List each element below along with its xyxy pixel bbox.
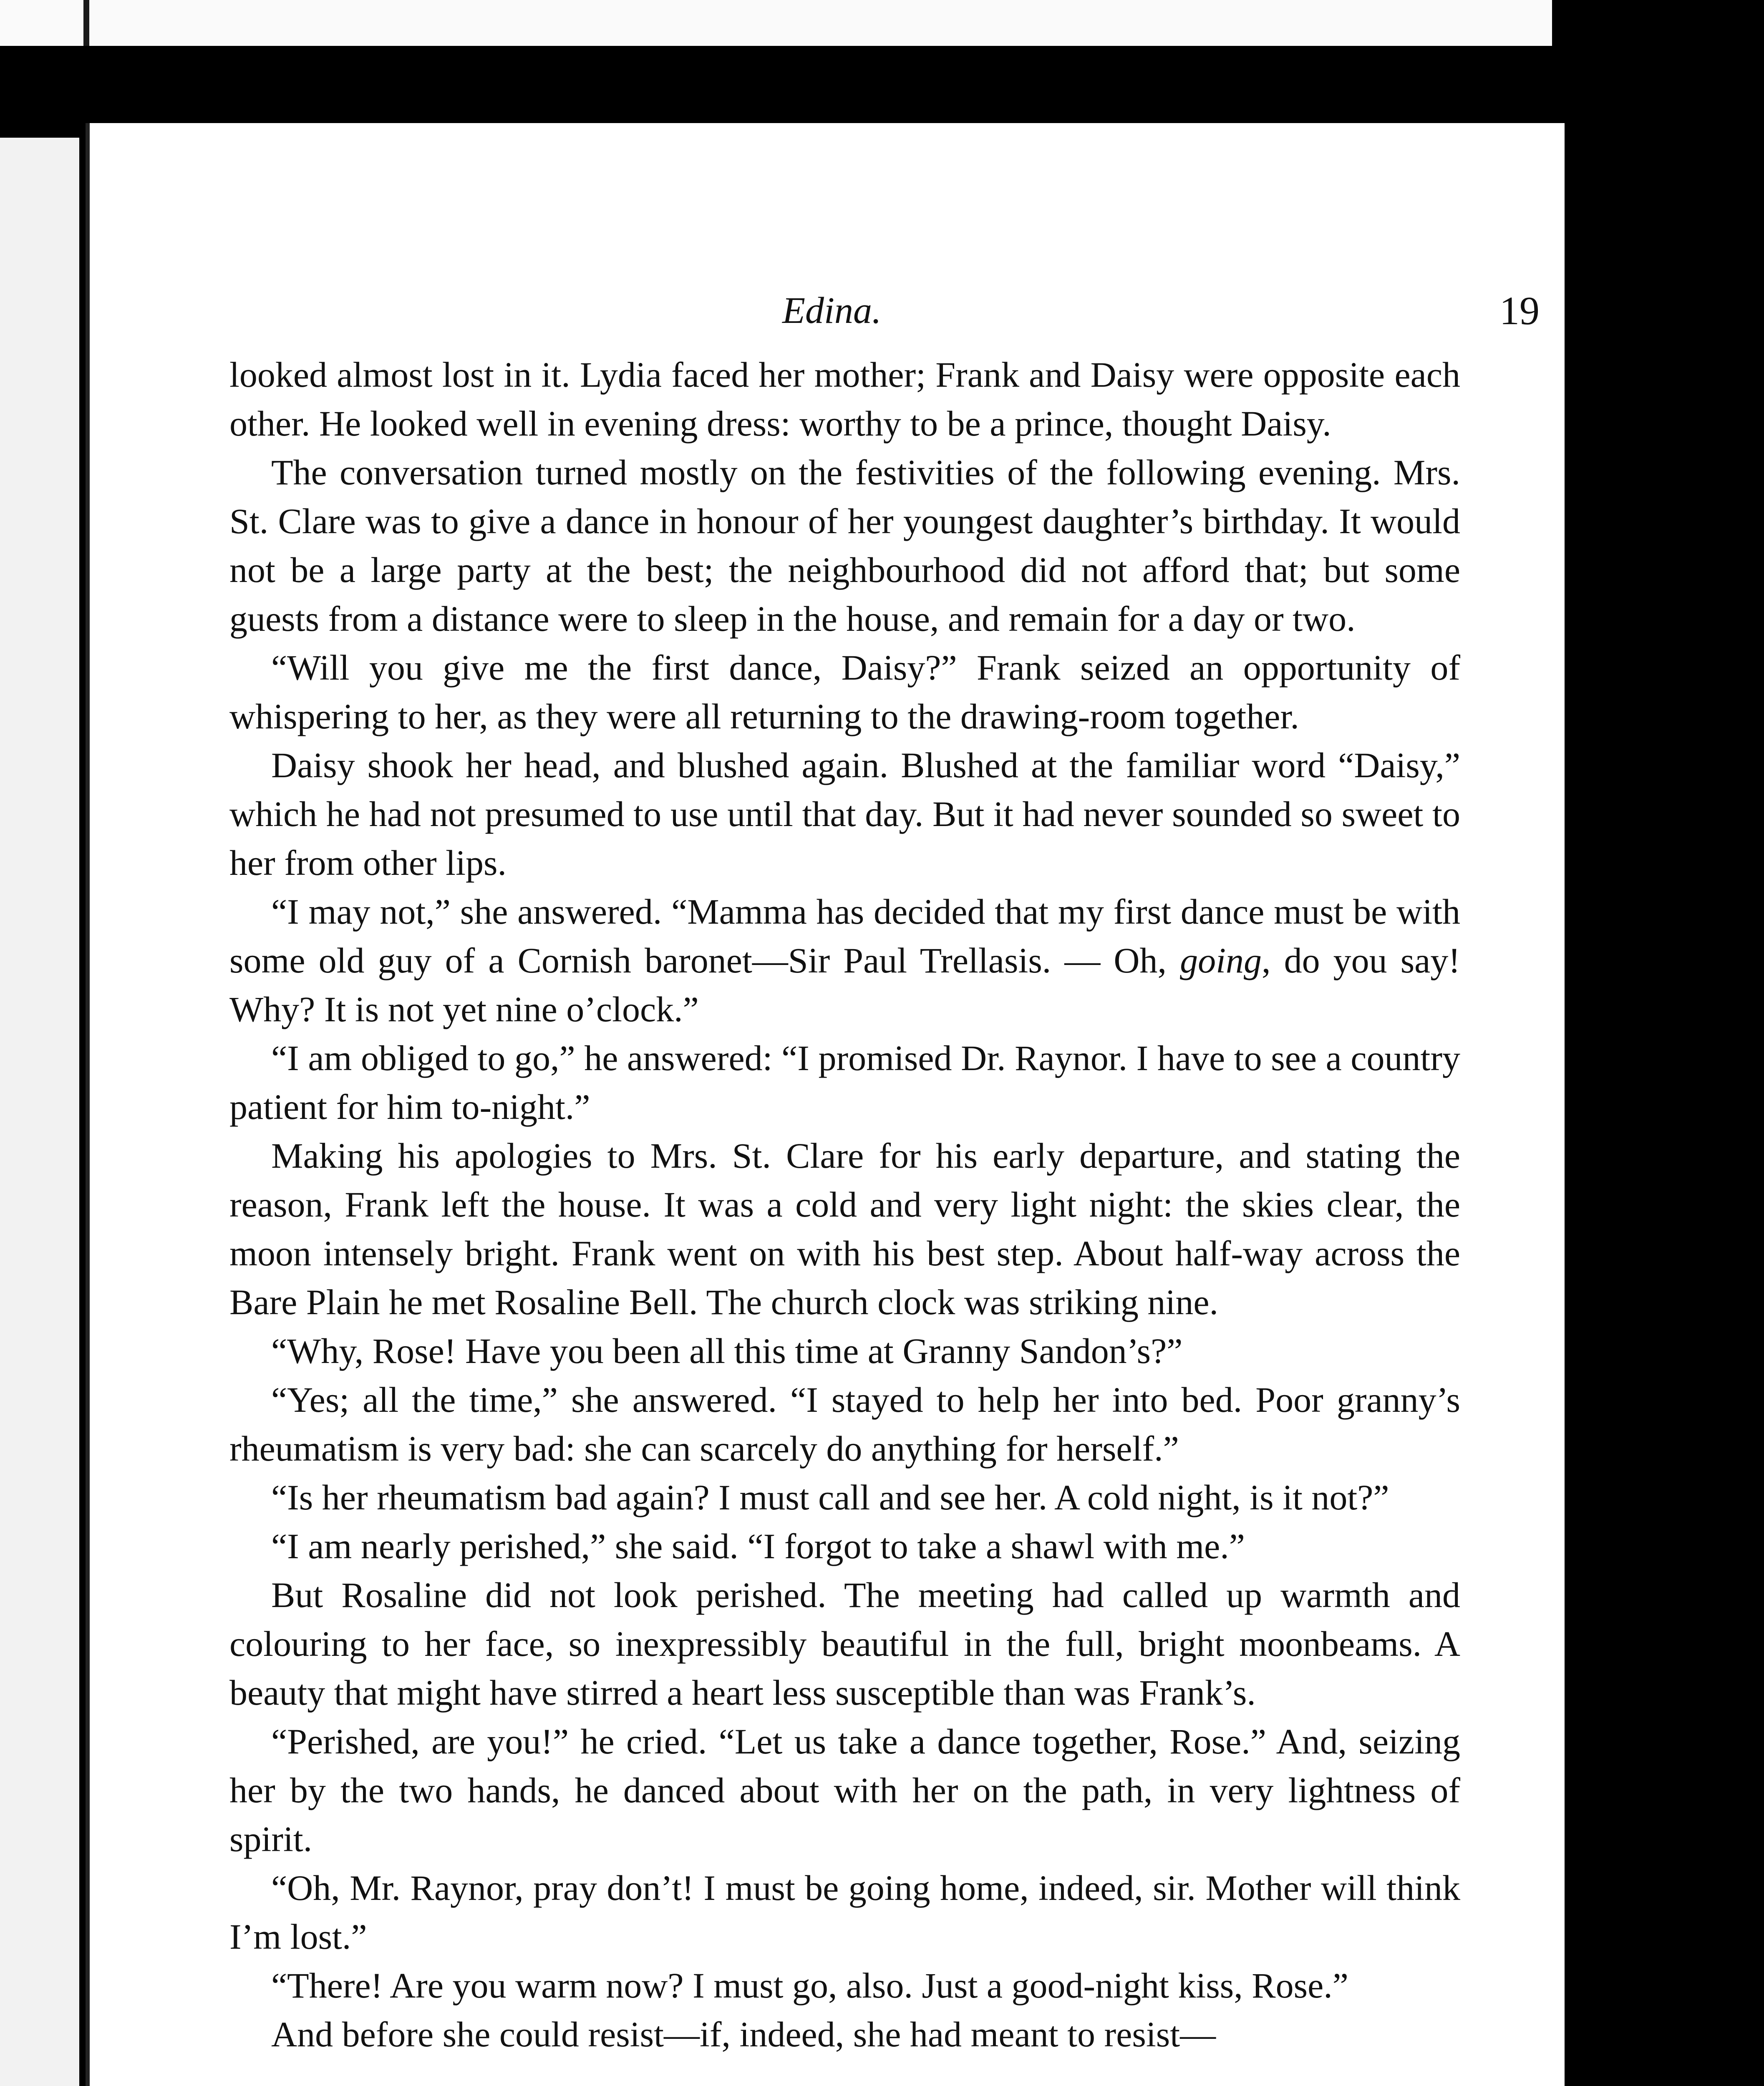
paragraph: “Will you give me the first dance, Daisy?” Frank seized an opportunity of whispering to her, as they were all returning to the drawing-room together. — [229, 647, 1460, 736]
page-number: 19 — [1499, 288, 1540, 333]
previous-page-edge — [0, 0, 1552, 46]
paragraph: And before she could resist—if, indeed, she had meant to resist— — [271, 2014, 1216, 2054]
paragraph: “There! Are you warm now? I must go, also. Just a good-night kiss, Rose.” — [271, 1965, 1348, 2005]
page-border-line — [83, 0, 89, 46]
paragraph: “I am obliged to go,” he answered: “I promised Dr. Raynor. I have to see a country patient for him to-night.” — [229, 1038, 1460, 1127]
paragraph: “Perished, are you!” he cried. “Let us take a dance together, Rose.” And, seizing her by the two hands, he danced about with her on the path, in very lightness of spirit. — [229, 1721, 1460, 1859]
paragraph: The conversation turned mostly on the festivities of the following evening. Mrs. St. Clare was to give a dance in honour of her youngest daughter’s birthday. It would not be a large party at the best; the neighbourhood did not afford that; but some guests from a distance were to sleep in the house, and remain for a day or two. — [229, 452, 1460, 639]
paragraph: “Is her rheumatism bad again? I must call and see her. A cold night, is it not?” — [271, 1477, 1389, 1517]
paragraph: “I am nearly perished,” she said. “I forgot to take a shawl with me.” — [271, 1526, 1245, 1566]
paragraph: “I may not,” she answered. “Mamma has decided that my first dance must be with some old guy of a Cornish baronet—Sir Paul Trellasis. — Oh, going, do you say! Why? It is not yet nine o’clock.” — [229, 892, 1460, 1029]
running-title: Edina. — [782, 290, 882, 331]
paragraph: looked almost lost in it. Lydia faced her mother; Frank and Daisy were opposite each other. He looked well in evening dress: worthy to be a prince, thought Daisy. — [229, 355, 1460, 443]
book-page — [86, 123, 1565, 2086]
paragraph: But Rosaline did not look perished. The meeting had called up warmth and colouring to her face, so inexpressibly beautiful in the full, bright moonbeams. A beauty that might have stirred a heart less susceptible than was Frank’s. — [229, 1575, 1460, 1713]
running-head — [86, 282, 1565, 340]
paragraph: Making his apologies to Mrs. St. Clare for his early departure, and stating the reason, Frank left the house. It was a cold and very light night: the skies clear, the moon intensely bright. Frank went on with his best step. About half-way across the Bare Plain he met Rosaline Bell. The church clock was striking nine. — [229, 1136, 1460, 1322]
paragraph: “Yes; all the time,” she answered. “I stayed to help her into bed. Poor granny’s rheumatism is very bad: she can scarcely do anything for herself.” — [229, 1380, 1460, 1469]
paragraph: Daisy shook her head, and blushed again. Blushed at the familiar word “Daisy,” which he had not presumed to use until that day. But it had never sounded so sweet to her from other lips. — [229, 745, 1460, 883]
body-text — [229, 350, 1460, 2059]
paragraph: “Oh, Mr. Raynor, pray don’t! I must be going home, indeed, sir. Mother will think I’m lost.” — [229, 1868, 1460, 1957]
facing-page-edge — [0, 138, 79, 2086]
paragraph: “Why, Rose! Have you been all this time at Granny Sandon’s?” — [271, 1331, 1183, 1371]
